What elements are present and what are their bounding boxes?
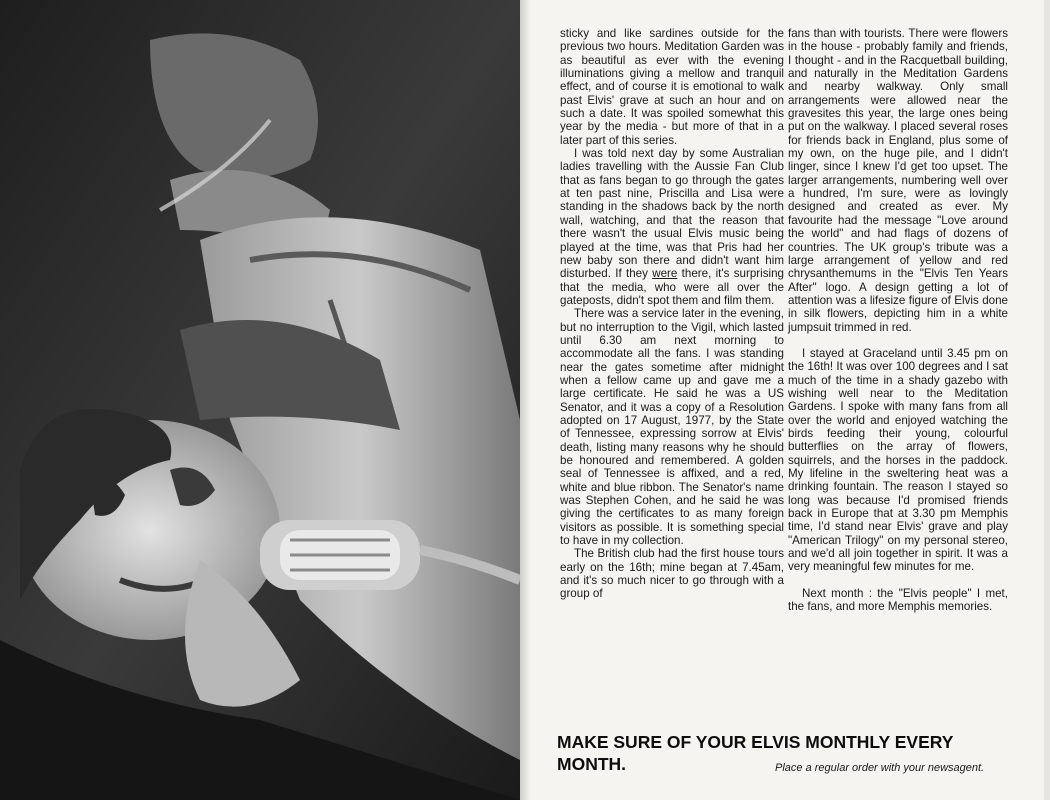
promo-headline: MAKE SURE OF YOUR ELVIS MONTHLY EVERY MONTH. (557, 732, 954, 774)
paragraph: There was a service later in the evening, but no interruption to the Vigil, which lasted until 6.30 am next morning to accommodate all the fans. I was standing near the gates sometime after midnight when a fellow came up and gave me a large certificate. He said he was a US Senator, and it was a copy of a Resolution adopted on 17 August, 1977, by the State of Tennessee, expressing sorrow at Elvis' death, listing many reasons why he should be honoured and remembered. A golden seal of Tennessee is affixed, and a red, white and blue ribbon. The Senator's name was Stephen Cohen, and he said he was giving the certificates to as many foreign visitors as possible. It is something special to have in my collection. (560, 307, 784, 548)
article-column-1 (560, 27, 784, 601)
paragraph: The British club had the first house tours early on the 16th; mine began at 7.45am, and it's so much nicer to go through with a group of (560, 547, 784, 601)
elvis-singing-microphone-photo (0, 0, 520, 800)
page-edge (1044, 0, 1050, 800)
paragraph: fans than with tourists. There were flowers in the house - probably family and friends, I thought - and in the Racquetball building, and naturally in the Meditation Gardens and nearby walkway. Only small arrangements were allowed near the gravesites this year, the large ones being put on the walkway. I placed several roses for friends back in England, plus some of my own, on the huge pile, and I didn't linger, since I knew I'd get too upset. The larger arrangements, numbering well over a hundred, I'm sure, were as lovingly designed and created as ever. My favourite had the message "Love around the world" and had flags of dozens of countries. The UK group's tribute was a large arrangement of yellow and red chrysanthemums in the "Elvis Ten Years After" logo. A design getting a lot of attention was a lifesize figure of Elvis done in silk flowers, depicting him in a white jumpsuit trimmed in red. (788, 27, 1008, 334)
paragraph: I stayed at Graceland until 3.45 pm on the 16th! It was over 100 degrees and I sat much of the time in a shady gazebo with wishing well near to the Meditation Gardens. I spoke with many fans from all over the world and enjoyed watching the birds feeding their young, colourful butterflies on the array of flowers, squirrels, and the horses in the paddock. My lifeline in the sweltering heat was a drinking fountain. The reason I stayed so long was because I'd promised friends back in Europe that at 3.30 pm Memphis time, I'd stand near Elvis' grave and play "American Trilogy" on my personal stereo, and we'd all join together in spirit. It was a very meaningful few minutes for me. (788, 346, 1008, 574)
article-page (530, 0, 1050, 800)
paragraph: sticky and like sardines outside for the previous two hours. Meditation Garden was as beautiful as ever with the evening illuminations giving a mellow and tranquil effect, and of course it is emotional to walk past Elvis' grave at such an hour and on such a date. It was spoiled somewhat this year by the media - but more of that in a later part of this series. (560, 27, 784, 147)
promo-subline: Place a regular order with your newsagent. (775, 762, 985, 774)
photo-page (0, 0, 520, 800)
paragraph-text: there, it's surprising that the media, who were all over the gateposts, didn't spot them and film them. (560, 267, 784, 307)
paragraph-text: I was told next day by some Australian ladies travelling with the Aussie Fan Club that as fans began to go through the gates at ten past nine, Priscilla and Lisa were standing in the shadows back by the north wall, watching, and that the reason that there wasn't the usual Elvis music being played at the time, was that Pris had her new baby son there and didn't want him disturbed. If they (560, 147, 784, 281)
page-gutter (520, 0, 530, 800)
article-column-2 (788, 27, 1008, 613)
paragraph (560, 147, 784, 307)
underlined-word: were (652, 267, 678, 281)
paragraph: Next month : the "Elvis people" I met, the fans, and more Memphis memories. (788, 586, 1008, 614)
